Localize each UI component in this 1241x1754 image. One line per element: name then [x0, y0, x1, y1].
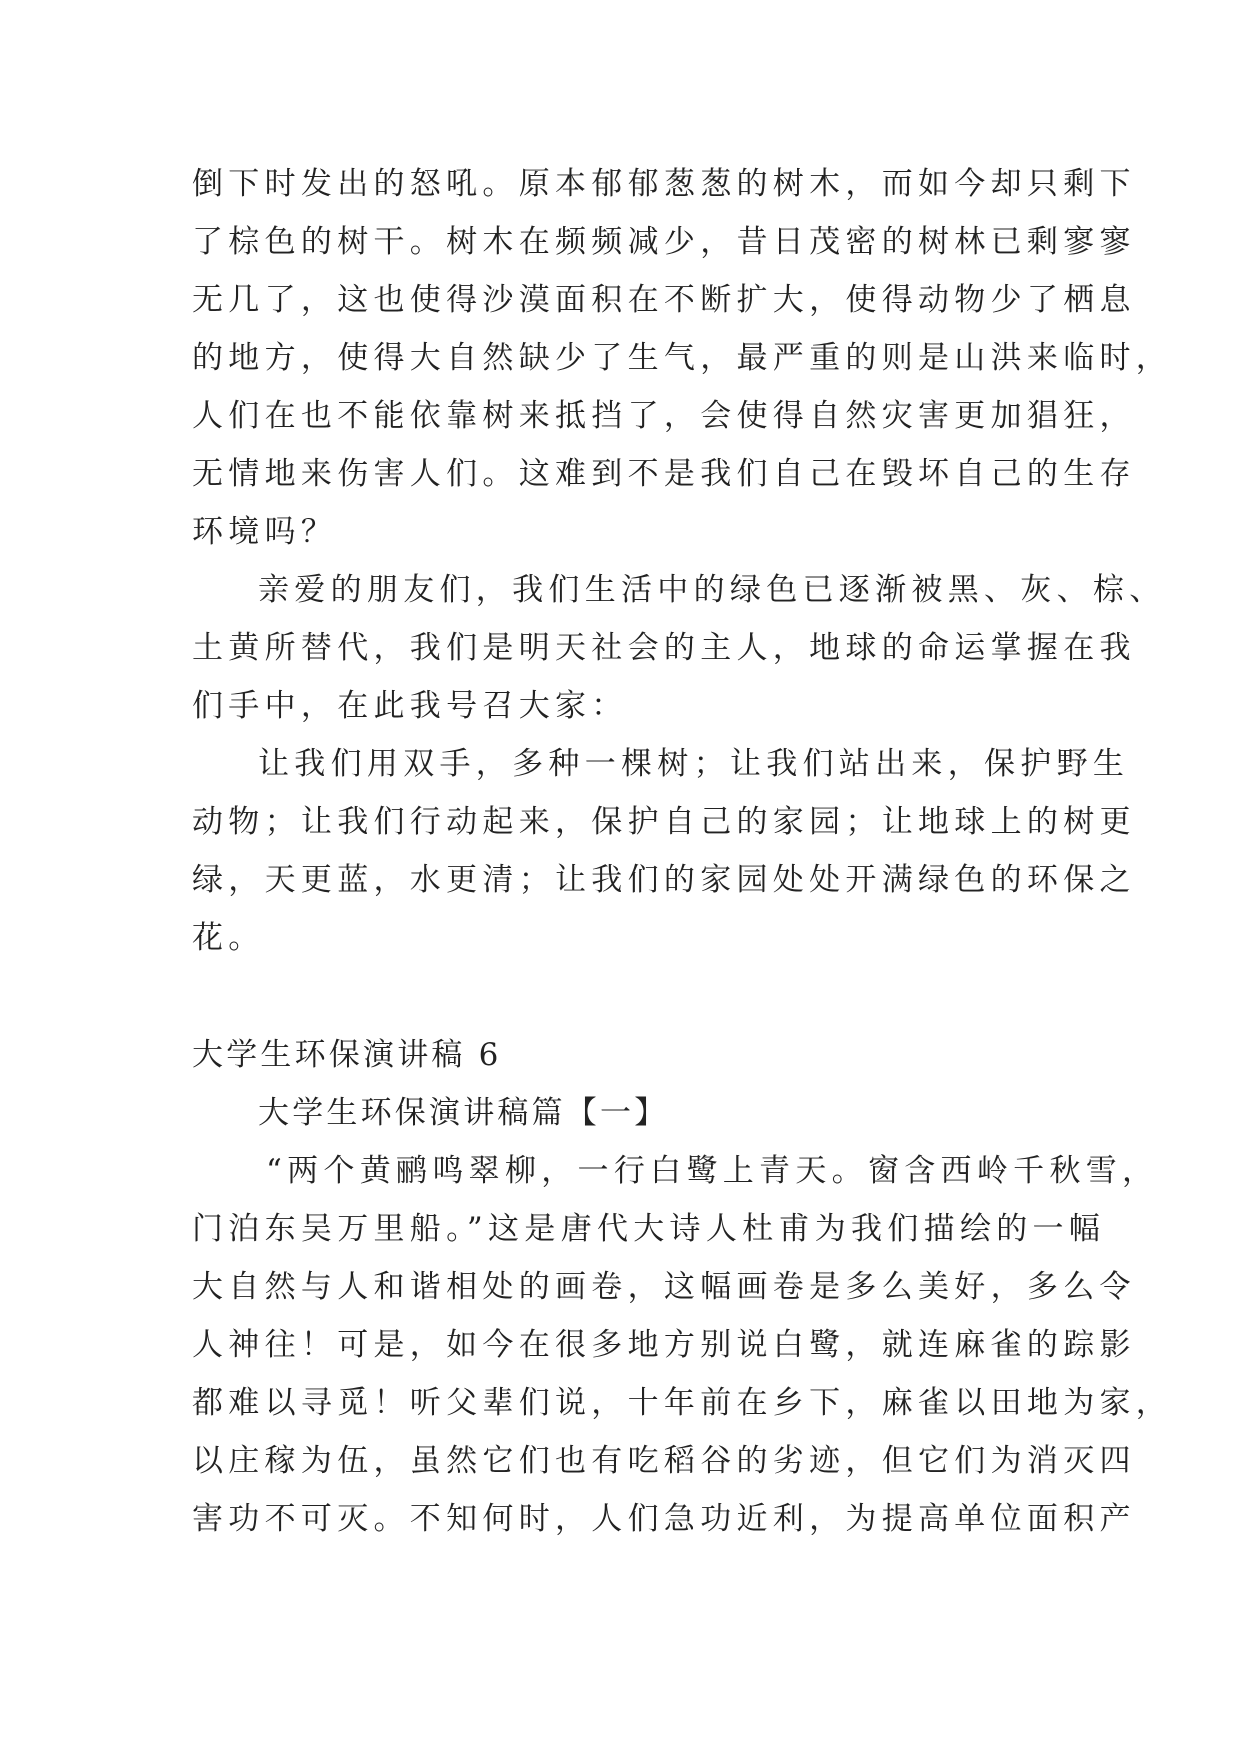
text-line-9: 们手中，在此我号召大家： — [192, 688, 628, 724]
text-line-6: 无情地来伤害人们。这难到不是我们自己在毁坏自己的生存 — [192, 456, 1136, 492]
section-subheading: 大学生环保演讲稿篇【一】 — [258, 1095, 669, 1131]
text-line-12: 花。 — [192, 920, 265, 956]
text-line-5: 人们在也不能依靠树来抵挡了，会使得自然灾害更加猖狂， — [192, 398, 1136, 434]
text-line-2: 了棕色的树干。树木在频频减少，昔日茂密的树林已剩寥寥 — [192, 224, 1136, 260]
text-line-1: 倒下时发出的怒吼。原本郁郁葱葱的树木，而如今却只剩下 — [192, 166, 1136, 202]
paragraph-line-1: 亲爱的朋友们，我们生活中的绿色已逐渐被黑、灰、棕、 — [258, 572, 1166, 608]
text-line-10: 动物；让我们行动起来，保护自己的家园；让地球上的树更 — [192, 804, 1136, 840]
quote-line-start: “两个黄鹂鸣翠柳，一行白鹭上青天。窗含西岭千秋雪， — [266, 1153, 1159, 1189]
text-line-7: 环境吗？ — [192, 514, 338, 550]
text-line-11: 绿，天更蓝，水更清；让我们的家园处处开满绿色的环保之 — [192, 862, 1136, 898]
text-line-4: 的地方，使得大自然缺少了生气，最严重的则是山洪来临时， — [192, 340, 1173, 376]
text-line-16: 都难以寻觅！听父辈们说，十年前在乡下，麻雀以田地为家， — [192, 1385, 1173, 1421]
text-line-8: 土黄所替代，我们是明天社会的主人，地球的命运掌握在我 — [192, 630, 1136, 666]
text-line-18: 害功不可灭。不知何时，人们急功近利，为提高单位面积产 — [192, 1501, 1136, 1537]
section-heading: 大学生环保演讲稿 6 — [192, 1037, 502, 1073]
paragraph-line-2: 让我们用双手，多种一棵树；让我们站出来，保护野生 — [258, 746, 1130, 782]
text-line-15: 人神往！可是，如今在很多地方别说白鹭，就连麻雀的踪影 — [192, 1327, 1136, 1363]
text-line-3: 无几了，这也使得沙漠面积在不断扩大，使得动物少了栖息 — [192, 282, 1136, 318]
text-line-13: 门泊东吴万里船。”这是唐代大诗人杜甫为我们描绘的一幅 — [192, 1211, 1106, 1247]
text-line-17: 以庄稼为伍，虽然它们也有吃稻谷的劣迹，但它们为消灭四 — [192, 1443, 1136, 1479]
text-line-14: 大自然与人和谐相处的画卷，这幅画卷是多么美好，多么令 — [192, 1269, 1136, 1305]
